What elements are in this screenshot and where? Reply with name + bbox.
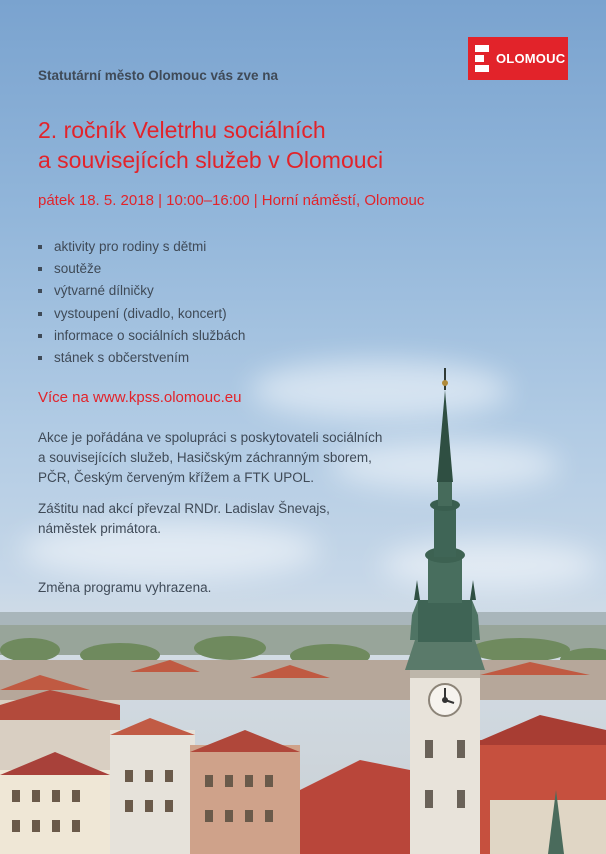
town-hall-tower	[405, 368, 485, 854]
list-item: vystoupení (divadlo, koncert)	[38, 304, 245, 326]
event-title	[38, 115, 383, 175]
list-item: informace o sociálních službách	[38, 326, 245, 348]
building	[0, 770, 110, 854]
list-item: soutěže	[38, 259, 245, 281]
title-line: 2. ročník Veletrhu sociálních	[38, 117, 326, 143]
logo-text: OLOMOUC	[496, 51, 566, 66]
list-item: aktivity pro rodiny s dětmi	[38, 237, 245, 259]
paragraph-line: náměstek primátora.	[38, 521, 162, 536]
paragraph-line: Záštitu nad akcí převzal RNDr. Ladislav Šnevajs,	[38, 501, 330, 516]
paragraph-line: Akce je pořádána ve spolupráci s poskytovateli sociálních	[38, 430, 383, 445]
disclaimer: Změna programu vyhrazena.	[38, 580, 212, 595]
list-item: výtvarné dílničky	[38, 281, 245, 303]
activity-list	[38, 237, 245, 370]
paragraph-line: PČR, Českým červeným křížem a FTK UPOL.	[38, 470, 315, 485]
patronage-paragraph	[38, 499, 330, 539]
title-line: a souvisejících služeb v Olomouci	[38, 147, 384, 173]
invite-line: Statutární město Olomouc vás zve na	[38, 68, 279, 83]
event-info: pátek 18. 5. 2018 | 10:00–16:00 | Horní náměstí, Olomouc	[38, 192, 425, 209]
more-info-link[interactable]: Více na www.kpss.olomouc.eu	[38, 389, 242, 406]
building	[190, 745, 300, 854]
logo-mark-icon	[475, 45, 489, 72]
list-item: stánek s občerstvením	[38, 348, 245, 370]
paragraph-line: a souvisejících služeb, Hasičským záchranným sborem,	[38, 450, 372, 465]
cooperation-paragraph	[38, 428, 382, 488]
building	[110, 730, 195, 854]
olomouc-logo	[468, 37, 568, 80]
